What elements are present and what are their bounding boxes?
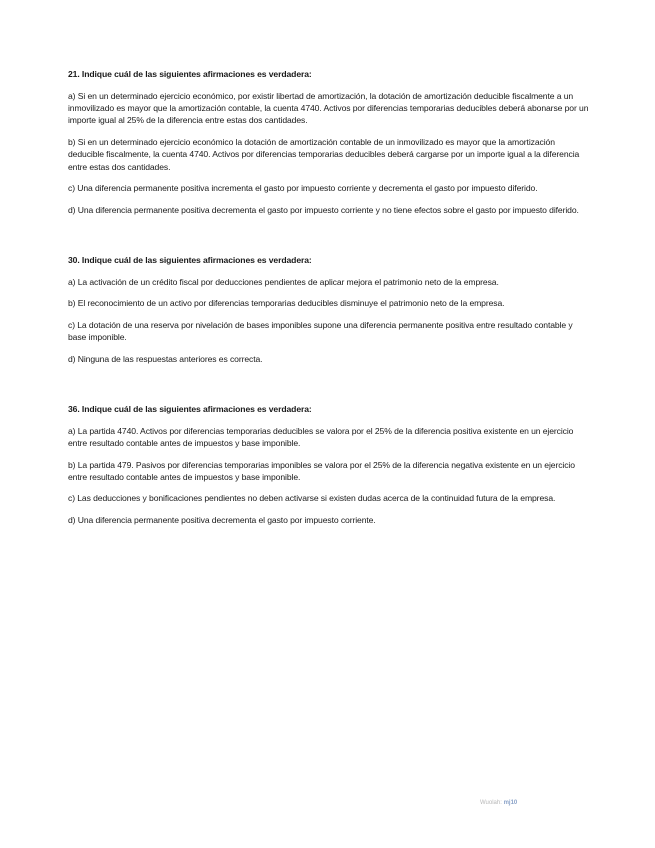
question-36 — [68, 403, 590, 527]
option-a: a) La partida 4740. Activos por diferencias temporarias deducibles se valora por el 25% de la diferencia positiva existente en un ejercicio entre resultado contable antes de impuestos y base imponible. — [68, 425, 574, 448]
question-30 — [68, 254, 590, 366]
question-21 — [68, 68, 590, 216]
option-d: d) Una diferencia permanente positiva decrementa el gasto por impuesto corriente. — [68, 515, 376, 526]
option-c: c) La dotación de una reserva por nivelación de bases imponibles supone una diferencia permanente positiva entre resultado contable y base imponible. — [68, 320, 573, 343]
footer-brand: mj10 — [503, 800, 518, 806]
question-title: 36. Indique cuál de las siguientes afirmaciones es verdadera: — [68, 403, 312, 414]
question-title: 21. Indique cuál de las siguientes afirmaciones es verdadera: — [68, 69, 312, 79]
option-a: a) La activación de un crédito fiscal por deducciones pendientes de aplicar mejora el patrimonio neto de la empresa. — [68, 276, 499, 287]
document-page — [68, 68, 590, 536]
page-footer-watermark — [480, 800, 517, 806]
option-c: c) Una diferencia permanente positiva incrementa el gasto por impuesto corriente y decrementa el gasto por impuesto diferido. — [68, 183, 538, 194]
option-c: c) Las deducciones y bonificaciones pendientes no deben activarse si existen dudas acerca de la continuidad futura de la empresa. — [68, 493, 556, 504]
option-b: b) Si en un determinado ejercicio económico la dotación de amortización contable de un inmovilizado es mayor que la amortización deducible fiscalmente, la cuenta 4740. Activos por diferencias temporarias deducibles deberá cargarse por un importe igual a la diferencia entre estas dos cantidades. — [68, 137, 580, 172]
option-b: b) El reconocimiento de un activo por diferencias temporarias deducibles disminuye el patrimonio neto de la empresa. — [68, 298, 505, 309]
section-spacer — [68, 375, 590, 403]
section-spacer — [68, 226, 590, 254]
question-title: 30. Indique cuál de las siguientes afirmaciones es verdadera: — [68, 254, 312, 265]
footer-prefix: Wuolah: — [480, 800, 504, 806]
option-d: d) Ninguna de las respuestas anteriores es correcta. — [68, 353, 263, 364]
option-d: d) Una diferencia permanente positiva decrementa el gasto por impuesto corriente y no tiene efectos sobre el gasto por impuesto diferido. — [68, 204, 579, 215]
option-a: a) Si en un determinado ejercicio económico, por existir libertad de amortización, la dotación de amortización deducible fiscalmente a un inmovilizado es mayor que la amortización contable, la cuenta 4740. Activos por diferencias temporarias deducibles deberá abonarse por un importe igual al 25% de la diferencia entre estas dos cantidades. — [68, 91, 589, 126]
option-b: b) La partida 479. Pasivos por diferencias temporarias imponibles se valora por el 25% de la diferencia negativa existente en un ejercicio entre resultado contable antes de impuestos y base imponible. — [68, 459, 575, 482]
